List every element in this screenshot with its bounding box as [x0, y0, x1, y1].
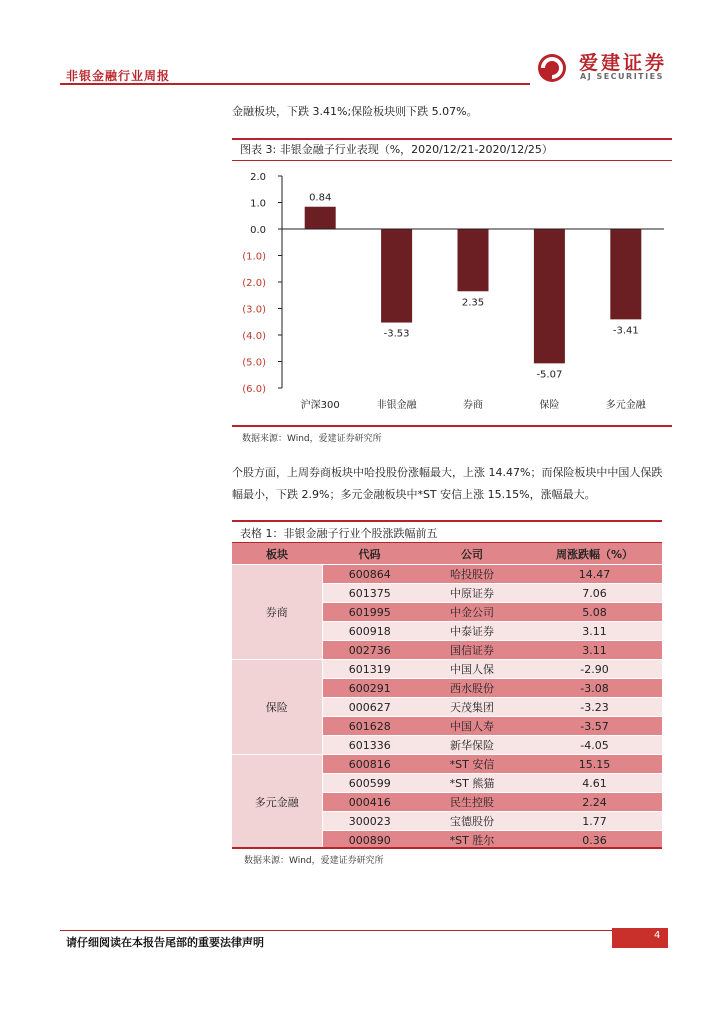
header-divider [60, 83, 530, 85]
table-source: 数据来源：Wind，爱建证券研究所 [244, 856, 384, 866]
x-category-label: 沪深300 [300, 400, 340, 411]
page-number: 4 [654, 930, 661, 941]
header-weekly-change: 周涨跌幅（%） [527, 543, 662, 565]
y-tick-label: (1.0) [242, 251, 266, 263]
sector-cell: 保险 [232, 660, 322, 755]
data-label: -3.41 [612, 325, 639, 337]
table-bottom-rule [232, 847, 662, 849]
bar [305, 207, 336, 229]
code-cell: 601336 [322, 736, 417, 755]
header-company: 公司 [417, 543, 527, 565]
y-tick-label: (3.0) [242, 304, 266, 316]
code-cell: 000416 [322, 793, 417, 812]
company-cell: 西水股份 [417, 679, 527, 698]
code-cell: 002736 [322, 641, 417, 660]
code-cell: 000627 [322, 698, 417, 717]
bar [610, 229, 641, 319]
company-cell: *ST 胜尔 [417, 831, 527, 850]
company-cell: 宝德股份 [417, 812, 527, 831]
code-cell: 600816 [322, 755, 417, 774]
change-cell: 4.61 [527, 774, 662, 793]
change-cell: 15.15 [527, 755, 662, 774]
stock-performance-table [232, 542, 662, 850]
bar [534, 229, 565, 363]
data-label: 2.35 [461, 297, 485, 309]
company-cell: *ST 安信 [417, 755, 527, 774]
company-cell: 中金公司 [417, 603, 527, 622]
x-category-label: 保险 [539, 400, 560, 411]
body-paragraph-1: 金融板块，下跌 3.41%;保险板块则下跌 5.07%。 [232, 105, 478, 118]
y-tick-label: 0.0 [250, 225, 266, 236]
code-cell: 000890 [322, 831, 417, 850]
company-cell: 哈投股份 [417, 565, 527, 584]
code-cell: 601628 [322, 717, 417, 736]
company-cell: 民生控股 [417, 793, 527, 812]
change-cell: 2.24 [527, 793, 662, 812]
x-axis-categories [301, 398, 647, 411]
change-cell: 14.47 [527, 565, 662, 584]
company-cell: 中国人寿 [417, 717, 527, 736]
company-cell: 中国人保 [417, 660, 527, 679]
change-cell: -3.23 [527, 698, 662, 717]
bar [458, 229, 489, 291]
x-category-label: 券商 [463, 400, 483, 411]
change-cell: 3.11 [527, 622, 662, 641]
y-tick-label: (4.0) [242, 331, 266, 342]
logo-chinese-name: 爱建证券 [579, 52, 668, 74]
chart-bars [305, 207, 642, 364]
change-cell: -4.05 [527, 736, 662, 755]
code-cell: 601319 [322, 660, 417, 679]
company-cell: 中泰证券 [417, 622, 527, 641]
figure-source: 数据来源：Wind，爱建证券研究所 [242, 434, 382, 444]
change-cell: -2.90 [527, 660, 662, 679]
logo-english-name: AJ SECURITIES [580, 72, 664, 81]
figure-bottom-rule [232, 425, 672, 427]
code-cell: 600599 [322, 774, 417, 793]
data-label: 0.84 [309, 192, 332, 204]
code-cell: 300023 [322, 812, 417, 831]
code-cell: 601995 [322, 603, 417, 622]
y-tick-label: (5.0) [242, 357, 266, 369]
table-body [232, 565, 662, 850]
change-cell: 0.36 [527, 831, 662, 850]
data-label: -5.07 [536, 369, 563, 381]
change-cell: 3.11 [527, 641, 662, 660]
header-sector: 板块 [232, 543, 322, 565]
change-cell: 7.06 [527, 584, 662, 603]
change-cell: 1.77 [527, 812, 662, 831]
code-cell: 600864 [322, 565, 417, 584]
bar-chart [232, 162, 672, 424]
logo-mark-icon [538, 54, 566, 82]
y-tick-label: (6.0) [242, 384, 266, 395]
company-cell: *ST 熊猫 [417, 774, 527, 793]
y-tick-label: (2.0) [242, 278, 266, 289]
table-row [232, 660, 662, 679]
code-cell: 600918 [322, 622, 417, 641]
change-cell: 5.08 [527, 603, 662, 622]
body-paragraph-2: 个股方面，上周券商板块中哈投股份涨幅最大，上涨 14.47%；而保险板块中中国人保跌幅最小，下跌 2.9%；多元金融板块中*ST 安信上涨 15.15%，涨幅最大。 [232, 466, 663, 501]
table-title: 表格 1：非银金融子行业个股涨跌幅前五 [240, 527, 438, 540]
table-row [232, 565, 662, 584]
change-cell: -3.57 [527, 717, 662, 736]
y-axis-ticks [242, 172, 282, 395]
table-row [232, 755, 662, 774]
company-cell: 中原证券 [417, 584, 527, 603]
company-cell: 国信证券 [417, 641, 527, 660]
header-code: 代码 [322, 543, 417, 565]
footer-disclaimer: 请仔细阅读在本报告尾部的重要法律声明 [66, 936, 264, 949]
sector-cell: 多元金融 [232, 755, 322, 850]
code-cell: 601375 [322, 584, 417, 603]
company-cell: 新华保险 [417, 736, 527, 755]
company-cell: 天茂集团 [417, 698, 527, 717]
y-tick-label: 2.0 [250, 172, 266, 183]
code-cell: 600291 [322, 679, 417, 698]
x-category-label: 多元金融 [605, 400, 646, 411]
x-category-label: 非银金融 [376, 400, 417, 411]
header-title: 非银金融行业周报 [66, 69, 171, 83]
table-header-row [232, 543, 662, 565]
change-cell: -3.08 [527, 679, 662, 698]
figure-title: 图表 3: 非银金融子行业表现（%，2020/12/21-2020/12/25） [240, 143, 553, 156]
sector-cell: 券商 [232, 565, 322, 660]
data-label: -3.53 [383, 328, 410, 340]
footer-divider [60, 930, 668, 931]
y-tick-label: 1.0 [250, 198, 266, 210]
bar [381, 229, 412, 323]
